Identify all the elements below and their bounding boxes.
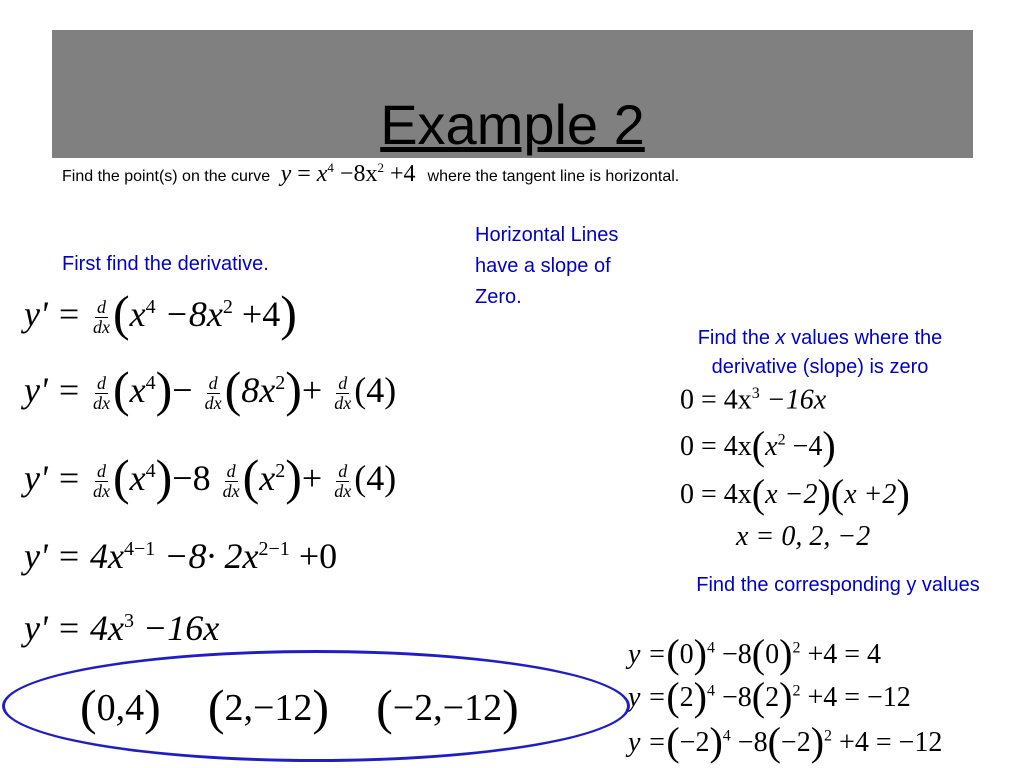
answer-point-1: (0,4) [80,679,161,735]
solve-x-row-3: 0 = 4x(x −2)(x +2) [680,471,910,516]
d-dx-operator: $\frac{d}{dx}$ [92,461,110,502]
d-dx-operator: $\frac{d}{dx}$ [334,373,352,414]
derivative-step-4: $y' = 4x^{4-1} -8\cdot 2x^{2-1} +0$ [24,536,338,576]
note-find-x: Find the x values where the derivative (slope) is zero [697,327,943,378]
answer-points [80,679,519,735]
d-dx-operator: $\frac{d}{dx}$ [204,373,222,414]
title-bar [52,30,973,158]
note-find-y: Find the corresponding y values [696,574,980,596]
derivative-step-5: $y' = 4x^3 -16x$ [24,608,220,648]
note-first-step: First find the derivative. [62,253,269,275]
d-dx-operator: $\frac{d}{dx}$ [222,461,240,502]
derivative-step-3: y' = $\frac{d}{dx}$ $(x^4)-8$ $\frac{d}{dx}$ $(x^2)+$ $\frac{d}{dx}$ (4) [24,449,397,505]
solve-y-row-2: $y =(2)^4 -8(2)^2 +4 = -12$ [628,674,911,719]
derivative-step-2: y' = $\frac{d}{dx}$ $(x^4)-$ $\frac{d}{dx}$ $(8x^2)+$ $\frac{d}{dx}$ (4) [24,361,397,417]
problem-prefix: Find the point(s) on the curve [62,168,271,185]
answer-point-2: (2,−12) [207,679,330,735]
d-dx-operator: $\frac{d}{dx}$ [92,373,110,414]
curve-equation: $y = x^4 -8x^2 +4$ [280,160,416,187]
slide-title: Example 2 [380,93,645,156]
solve-x-row-2: $0 = 4x(x^2 -4)$ [680,423,836,468]
solve-y-row-3: $y =(-2)^4 -8(-2)^2 +4 = -12$ [628,719,943,764]
solve-y-row-1: $y =(0)^4 -8(0)^2 +4 = 4$ [628,631,882,676]
d-dx-operator: $\frac{d}{dx}$ [334,461,352,502]
solve-x-row-1: $0 = 4x^3 -16x$ [680,384,827,416]
problem-statement [62,161,679,186]
note-horizontal: Horizontal Lines have a slope of Zero. [475,224,619,308]
derivative-step-1: y' = $\frac{d}{dx}$ $(x^4 -8x^2 +4)$ [24,285,297,341]
solve-x-result: x = 0, 2, −2 [736,521,871,552]
problem-suffix: where the tangent line is horizontal. [427,168,680,185]
d-dx-operator: $\frac{d}{dx}$ [92,297,110,338]
answer-point-3: (−2,−12) [376,679,519,735]
